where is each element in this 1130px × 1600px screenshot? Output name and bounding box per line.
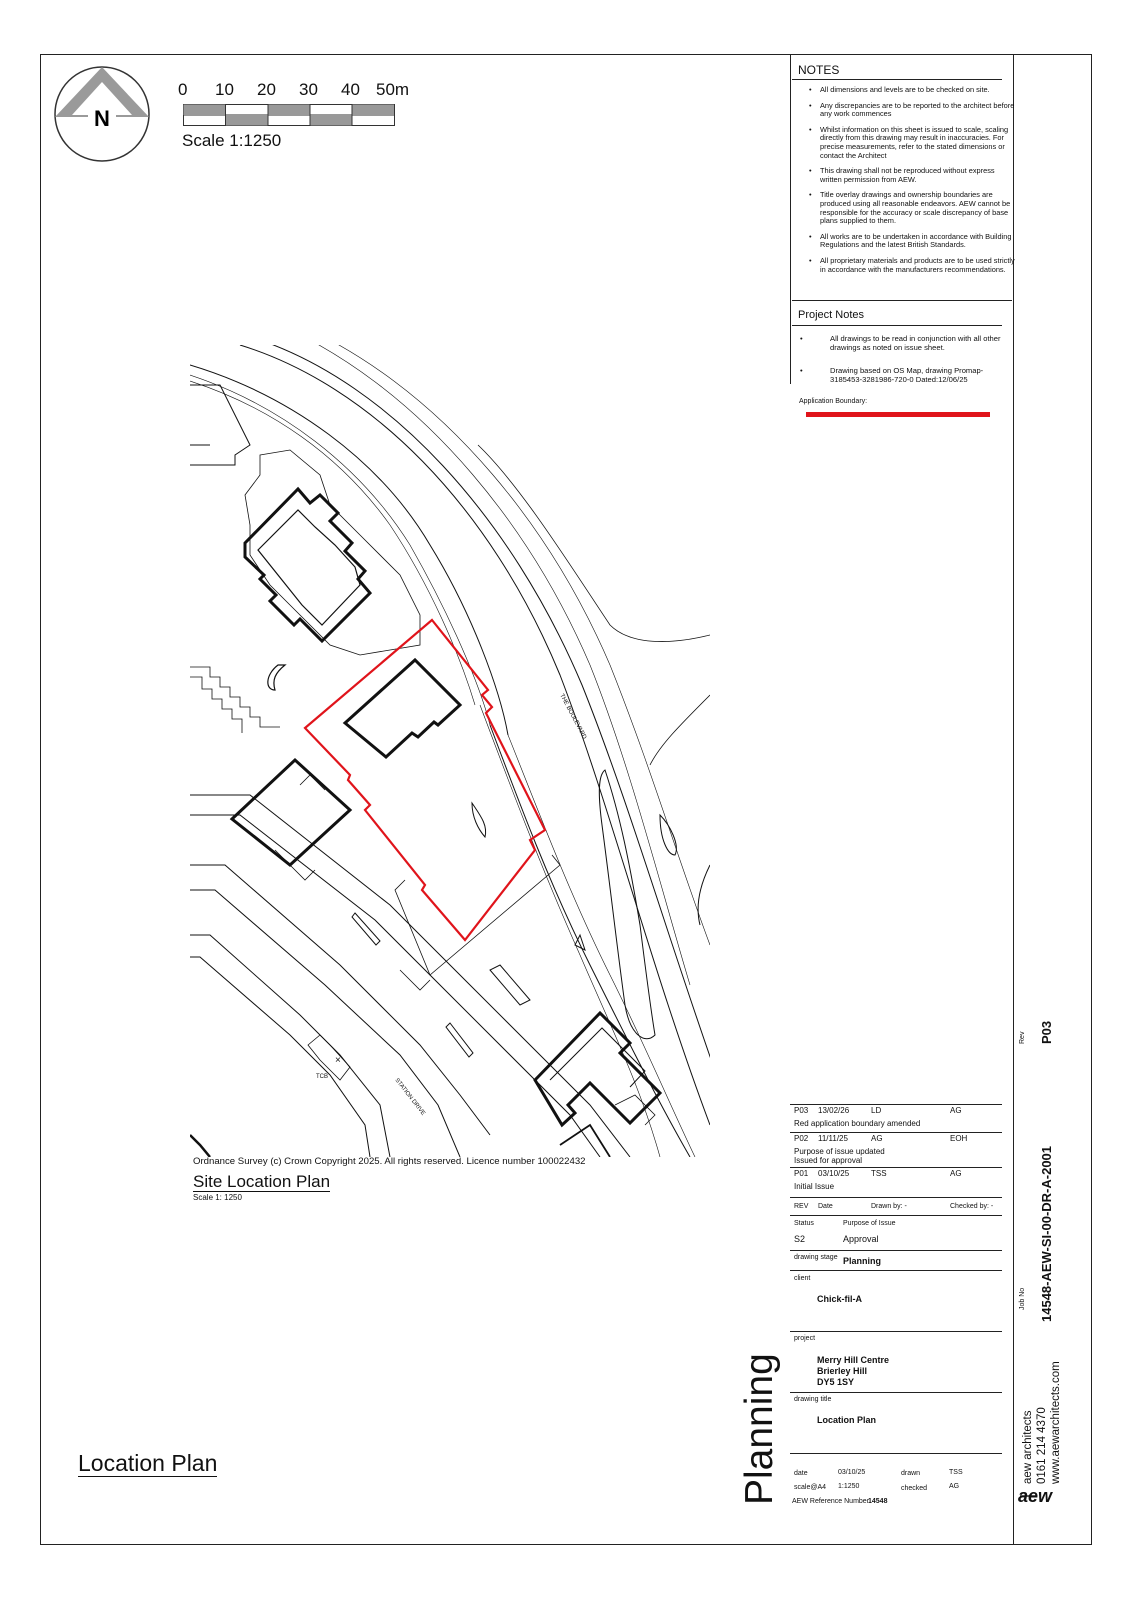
job-number-value: 14548-AEW-SI-00-DR-A-2001 [1039,1145,1054,1322]
notes-title: NOTES [798,63,840,77]
rev-checked: EOH [950,1134,968,1143]
application-boundary-label: Application Boundary: [799,398,868,405]
notes-divider [792,300,1012,301]
rev-description: Initial Issue [794,1182,835,1191]
scale-a4-label: scale@A4 [794,1484,827,1491]
purpose-value: Approval [843,1234,879,1244]
project-note-item: Drawing based on OS Map, drawing Promap-3185453-3281986-720-0 Dated:12/06/25 [830,366,984,385]
notes-list [808,86,1016,281]
aew-logo-icon [1016,1486,1068,1506]
status-label: Status [794,1220,814,1227]
project-label: project [794,1335,816,1342]
company-website: www.aewarchitects.com [1050,1361,1062,1484]
scale-tick: 0 [178,80,188,99]
drawn-label: drawn [901,1470,921,1477]
scale-label: Scale 1:1250 [182,131,282,150]
road-label-boulevard: THE BOULEVARD [558,693,588,741]
bullet: • [800,366,803,375]
scale-bar-graphic [183,104,397,128]
project-notes-title: Project Notes [798,309,865,321]
os-copyright: Ordnance Survey (c) Crown Copyright 2025. All rights reserved. Licence number 100022432 [193,1156,586,1167]
note-item: • Any discrepancies are to be reported to the architect before any work commences [820,102,1016,119]
bullet: • [800,334,803,343]
rev-vertical-value: P03 [1039,1020,1054,1044]
scale-tick: 30 [299,80,318,99]
rev-rule [790,1132,1002,1133]
rev-description: Issued for approval [794,1156,863,1165]
note-item: • All proprietary materials and products are to be used strictly in accordance with the manufacturers recommendations. [820,257,1016,274]
stage-rule [790,1270,1002,1271]
aew-reference-value: 14548 [868,1498,888,1505]
note-item: • All works are to be undertaken in accordance with Building Regulations and the latest British Standards. [820,233,1016,250]
client-value: Chick-fil-A [817,1294,862,1304]
job-number-label: Job No [1019,1287,1026,1310]
purpose-label: Purpose of Issue [843,1220,896,1227]
svg-text:aew: aew [1018,1486,1053,1506]
rev-rule [790,1197,1002,1198]
project-line: Merry Hill Centre [817,1355,890,1365]
scale-tick: 40 [341,80,360,99]
drawing-title-label: drawing title [794,1396,832,1403]
scale-tick: 10 [215,80,234,99]
scale-tick: 50m [376,80,410,99]
rev-header-checked: Checked by: - [950,1203,994,1210]
aew-reference-label: AEW Reference Number [792,1498,870,1505]
rev-rule [790,1104,1002,1105]
status-rule [790,1250,1002,1251]
note-item: • Whilst information on this sheet is issued to scale, scaling directly from this drawing may result in inaccuracies. For precise measurements, refer to the stated dimensions or contact the Architect [820,126,1016,160]
checked-label: checked [901,1485,928,1492]
rev-header-drawn: Drawn by: - [871,1203,907,1210]
stage-label: drawing stage [794,1254,838,1261]
drawing-title-value: Location Plan [817,1415,877,1425]
rev-drawn: TSS [871,1169,887,1178]
note-item: • This drawing shall not be reproduced without express written permission from AEW. [820,167,1016,184]
rev-date: 03/10/25 [818,1169,850,1178]
note-item: • Title overlay drawings and ownership boundaries are produced using all reasonable endeavors. AEW cannot be responsible for the accuracy or scale discrepancy of base plans supplied to them. [820,191,1016,225]
rev-number: P01 [794,1169,809,1178]
scale-a4-value: 1:1250 [838,1483,860,1490]
date-label: date [794,1470,808,1477]
north-letter: N [94,106,110,131]
rev-checked: AG [950,1169,962,1178]
project-rule [790,1392,1002,1393]
project-note-item: All drawings to be read in conjunction with all other drawings as noted on issue sheet. [830,334,1001,353]
rev-description: Red application boundary amended [794,1119,921,1128]
notes-title-rule [792,79,1002,80]
status-value: S2 [794,1234,806,1244]
tcb-label: TCB [316,1074,328,1080]
rev-drawn: AG [871,1134,883,1143]
drawn-value: TSS [949,1469,963,1476]
project-line: Brierley Hill [817,1366,868,1376]
rev-checked: AG [950,1106,962,1115]
stage-value: Planning [843,1256,881,1266]
checked-value: AG [949,1483,960,1490]
company-name: aew architects [1022,1410,1034,1484]
scale-tick: 20 [257,80,276,99]
notes-panel-left-border [790,54,791,384]
rev-header-date: Date [818,1203,833,1210]
site-location-plan-title: Site Location Plan [193,1172,331,1191]
north-arrow-icon [50,62,156,164]
rev-date: 11/11/25 [818,1134,848,1143]
company-phone: 0161 214 4370 [1036,1407,1048,1484]
application-boundary-swatch [806,412,990,417]
rev-rule [790,1215,1002,1216]
site-location-map [190,345,710,1157]
scale-bar-ticks [178,80,418,102]
rev-drawn: LD [871,1106,882,1115]
svg-text:×: × [335,1055,341,1066]
project-notes-rule [792,325,1002,326]
site-location-plan-scale: Scale 1: 1250 [193,1193,242,1202]
rev-number: P03 [794,1106,809,1115]
rev-rule [790,1167,1002,1168]
rev-header-rev: REV [794,1203,809,1210]
rev-description: Purpose of issue updated [794,1147,885,1156]
date-value: 03/10/25 [838,1469,866,1476]
note-item: • All dimensions and levels are to be checked on site. [820,86,1016,95]
rev-date: 13/02/26 [818,1106,850,1115]
stage-vertical-title: Planning [738,1353,781,1505]
rev-vertical-label: Rev [1019,1031,1026,1044]
drawing-title-rule [790,1453,1002,1454]
project-line: DY5 1SY [817,1377,855,1387]
client-label: client [794,1275,811,1282]
client-rule [790,1331,1002,1332]
page-title: Location Plan [78,1450,218,1476]
road-label-station-drive: STATION DRIVE [393,1077,426,1117]
rev-number: P02 [794,1134,809,1143]
